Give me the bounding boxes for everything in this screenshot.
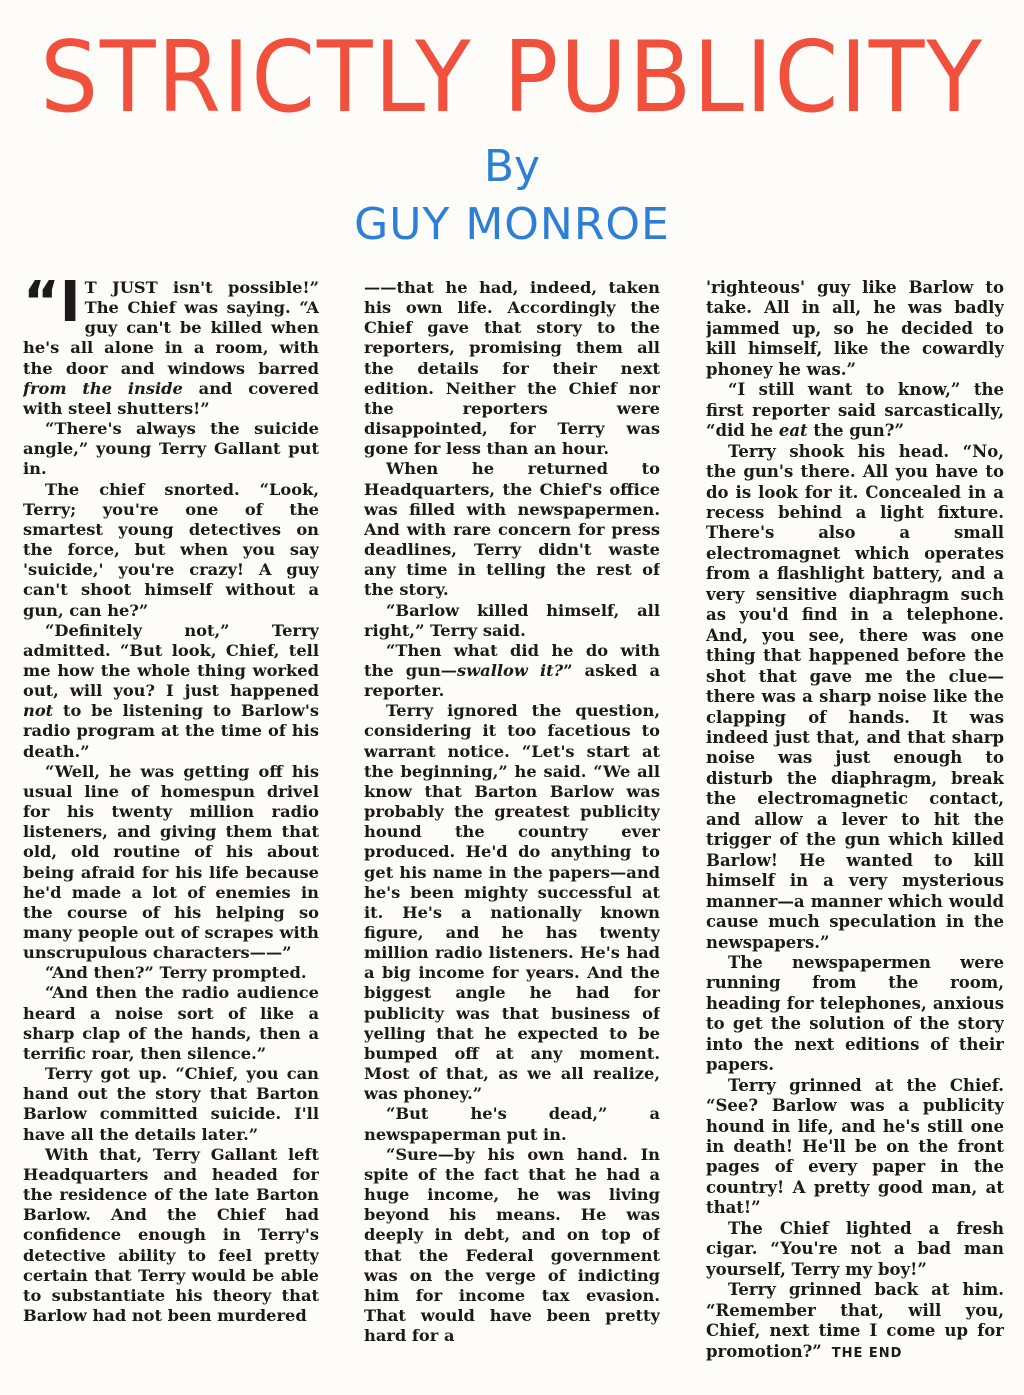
paragraph: The chief snorted. “Look, Terry; you're one of the smartest young detectives on the force, but when you say 'suicide,' you're crazy! A guy can't shoot himself without a gun, can he?” xyxy=(23,479,319,620)
paragraph: “Barlow killed himself, all right,” Terry said. xyxy=(364,600,660,640)
paragraph: “But he's dead,” a newspaperman put in. xyxy=(364,1104,660,1144)
paragraph: Terry ignored the question, considering it too facetious to warrant notice. “Let's start at the beginning,” he said. “We all know that Barton Barlow was probably the greatest publicity hound the country ever produced. He'd do anything to get his name in the papers—and he's been mighty successful at it. He's a nationally known figure, and he has twenty million radio listeners. He's had a big income for years. And the biggest angle he had for publicity was that business of yelling that he expected to be bumped off at any moment. Most of that, as we all realize, was phoney.” xyxy=(364,701,660,1104)
paragraph: The newspapermen were running from the room, heading for telephones, anxious to get the solution of the story into the next editions of their papers. xyxy=(706,952,1004,1075)
paragraph: Terry got up. “Chief, you can hand out the story that Barton Barlow committed suicide. I'll have all the details later.” xyxy=(23,1064,319,1144)
paragraph: “I still want to know,” the first reporter said sarcastically, “did he eat the gun?” xyxy=(706,380,1004,441)
paragraph: “And then?” Terry prompted. xyxy=(45,963,307,983)
paragraph: When he returned to Headquarters, the Chief's office was filled with newspapermen. And with rare concern for press deadlines, Terry didn't waste any time in telling the rest of the story. xyxy=(364,459,660,600)
story-title: STRICTLY PUBLICITY xyxy=(40,21,984,135)
text-column-2 xyxy=(364,278,660,1378)
paragraph: Terry grinned back at him. “Remember that, will you, Chief, next time I come up for promotion?” THE END xyxy=(706,1280,1004,1361)
paragraph: “And then the radio audience heard a noise sort of like a sharp clap of the hands, then a terrific roar, then silence.” xyxy=(23,983,319,1063)
drop-cap: “I xyxy=(23,278,81,335)
text-column-3 xyxy=(706,278,1004,1378)
paragraph: “I T JUST isn't possible!” The Chief was saying. “A guy can't be killed when he's all alone in a room, with the door and windows barred from the inside and covered with steel shutters!” xyxy=(23,278,319,418)
paragraph: The Chief lighted a fresh cigar. “You're not a bad man yourself, Terry my boy!” xyxy=(706,1218,1004,1279)
author-name: GUY MONROE xyxy=(354,199,670,250)
paragraph: Terry grinned at the Chief. “See? Barlow was a publicity hound in life, and he's still one in death! He'll be on the front pages of every paper in the country! A pretty good man, at that!” xyxy=(706,1075,1004,1218)
paragraph: 'righteous' guy like Barlow to take. All in all, he was badly jammed up, so he decided to kill himself, like the cowardly phoney he was.” xyxy=(706,278,1004,379)
paragraph: “Sure—by his own hand. In spite of the fact that he had a huge income, he was living beyond his means. He was deeply in debt, and on top of that the Federal government was on the verge of indicting him for income tax evasion. That would have been pretty hard for a xyxy=(364,1144,660,1346)
text-column-1 xyxy=(23,278,319,1378)
paragraph: Terry shook his head. “No, the gun's there. All you have to do is look for it. Concealed in a recess behind a light fixture. There's also a small electromagnet which operates from a flashlight battery, and a very sensitive diaphragm such as you'd find in a telephone. And, you see, there was one thing that happened before the shot that gave me the clue—there was a sharp noise like the clapping of hands. It was indeed just that, and that sharp noise was just enough to disturb the diaphragm, break the electromagnetic contact, and allow a lever to hit the trigger of the gun which killed Barlow! He wanted to kill himself in a very mysterious manner—a manner which would cause much speculation in the newspapers.” xyxy=(706,441,1004,952)
paragraph: “There's always the suicide angle,” young Terry Gallant put in. xyxy=(23,419,319,479)
the-end-marker: THE END xyxy=(831,1345,903,1361)
paragraph: With that, Terry Gallant left Headquarters and headed for the residence of the late Barton Barlow. And the Chief had confidence enough in Terry's detective ability to feel pretty certain that Terry would be able to substantiate his theory that Barlow had not been murdered xyxy=(23,1144,319,1325)
byline-by: By xyxy=(483,141,541,192)
paragraph: “Definitely not,” Terry admitted. “But look, Chief, tell me how the whole thing worked out, will you? I just happened not to be listening to Barlow's radio program at the time of his death.” xyxy=(23,620,319,761)
paragraph: “Then what did he do with the gun—swallow it?” asked a reporter. xyxy=(364,640,660,701)
paragraph: “Well, he was getting off his usual line of homespun drivel for his twenty million radio listeners, and giving them that old, old routine of his about being afraid for his life because he'd made a lot of enemies in the course of his helping so many people out of scrapes with unscrupulous characters——” xyxy=(23,761,319,963)
paragraph: ——that he had, indeed, taken his own life. Accordingly the Chief gave that story to the reporters, promising them all the details for their next edition. Neither the Chief nor the reporters were disappointed, for Terry was gone for less than an hour. xyxy=(364,278,660,459)
